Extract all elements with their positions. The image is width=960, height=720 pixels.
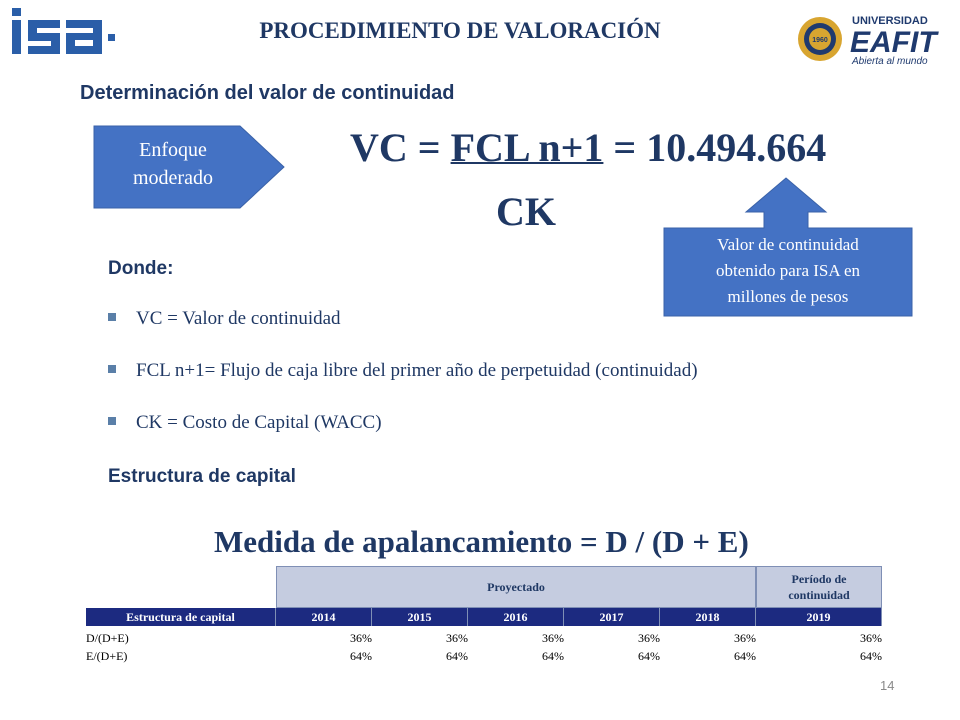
- row-header-label: Estructura de capital: [86, 608, 276, 626]
- eafit-university-label: UNIVERSIDAD: [852, 15, 928, 27]
- bullet-square-icon: [108, 417, 116, 425]
- bullet-square-icon: [108, 313, 116, 321]
- formula-denominator: CK: [496, 189, 556, 234]
- row-label: D/(D+E): [86, 631, 129, 645]
- section-subtitle: Determinación del valor de continuidad: [80, 82, 455, 104]
- enfoque-line2: moderado: [133, 167, 213, 189]
- definition-item: [108, 412, 382, 434]
- bullet-square-icon: [108, 365, 116, 373]
- table-cell: 36%: [350, 631, 372, 645]
- definition-item: [108, 308, 341, 330]
- year-header: 2016: [468, 608, 564, 626]
- continuity-group-header: Período de continuidad: [756, 566, 882, 608]
- eafit-seal-text: 1960: [812, 37, 828, 44]
- callout-text: [668, 232, 908, 310]
- leverage-formula: Medida de apalancamiento = D / (D + E): [214, 524, 749, 559]
- row-label: E/(D+E): [86, 649, 128, 663]
- formula-value: 10.494.664: [646, 125, 827, 170]
- formula-equals: =: [613, 125, 637, 170]
- enfoque-line1: Enfoque: [139, 139, 207, 161]
- isa-logo: [10, 8, 125, 58]
- year-header: 2015: [372, 608, 468, 626]
- page-number: 14: [880, 678, 895, 693]
- table-cell: 64%: [860, 649, 882, 663]
- callout-line3: millones de pesos: [727, 287, 849, 306]
- eafit-seal-icon: [798, 17, 842, 61]
- definition-text: FCL n+1= Flujo de caja libre del primer año de perpetuidad (continuidad): [136, 360, 698, 381]
- formula-lhs: VC =: [350, 125, 441, 170]
- definitions-heading: Donde:: [108, 258, 174, 279]
- table-cell: 64%: [638, 649, 660, 663]
- callout-line2: obtenido para ISA en: [716, 261, 860, 280]
- capital-structure-heading: Estructura de capital: [108, 466, 296, 487]
- table-cell: 36%: [860, 631, 882, 645]
- year-header: 2018: [660, 608, 756, 626]
- table-cell: 64%: [350, 649, 372, 663]
- projected-group-header: Proyectado: [276, 566, 756, 608]
- page-title: PROCEDIMIENTO DE VALORACIÓN: [259, 18, 661, 43]
- callout-line1: Valor de continuidad: [717, 235, 859, 254]
- definition-text: VC = Valor de continuidad: [136, 308, 341, 329]
- eafit-logo: [796, 10, 948, 68]
- table-cell: 36%: [638, 631, 660, 645]
- eafit-name: EAFIT: [850, 26, 937, 59]
- table-cell: 36%: [446, 631, 468, 645]
- table-cell: 64%: [446, 649, 468, 663]
- eafit-tagline: Abierta al mundo: [852, 56, 928, 67]
- enfoque-label: [98, 136, 248, 192]
- year-header: 2014: [276, 608, 372, 626]
- year-header: 2017: [564, 608, 660, 626]
- definition-item: [108, 360, 698, 382]
- table-cell: 36%: [734, 631, 756, 645]
- year-header: 2019: [756, 608, 882, 626]
- isa-logo-text: isa: [10, 8, 12, 9]
- table-cell: 64%: [542, 649, 564, 663]
- table-cell: 64%: [734, 649, 756, 663]
- table-cell: 36%: [542, 631, 564, 645]
- definition-text: CK = Costo de Capital (WACC): [136, 412, 382, 433]
- formula-numerator: FCL n+1: [450, 125, 604, 170]
- formula-numerator-line: [350, 124, 826, 171]
